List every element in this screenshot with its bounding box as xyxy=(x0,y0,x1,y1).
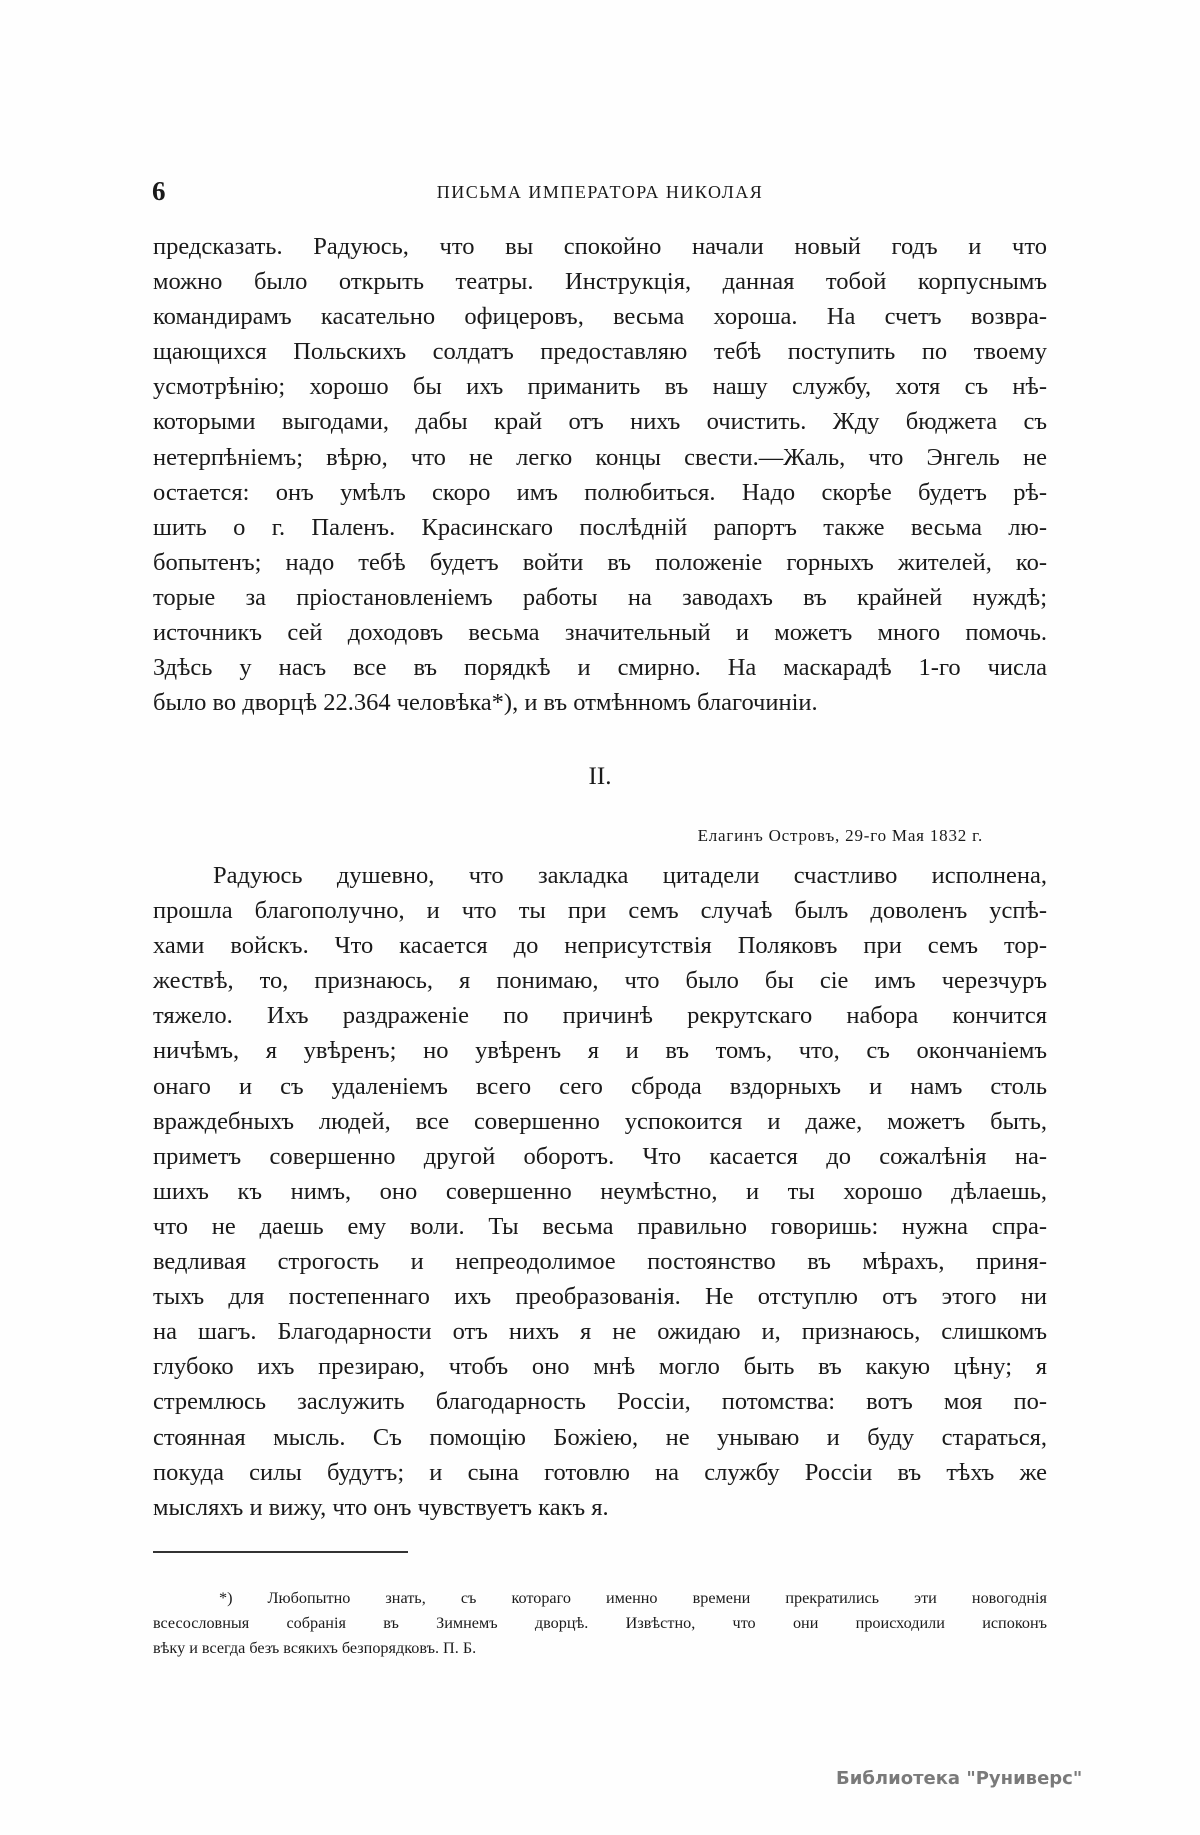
text-line: остается: онъ умѣлъ скоро имъ полюбиться. Надо скорѣе будетъ рѣ- xyxy=(153,478,1047,506)
letter-2-text xyxy=(153,858,1047,1525)
text-line: Радуюсь душевно, что закладка цитадели счастливо исполнена, xyxy=(213,862,1047,889)
text-line: глубоко ихъ презираю, чтобъ оно мнѣ могло быть въ какую цѣну; я xyxy=(153,1353,1047,1381)
section-number: II. xyxy=(588,763,612,790)
text-line: на шагъ. Благодарности отъ нихъ я не ожидаю и, признаюсь, слишкомъ xyxy=(153,1318,1047,1346)
text-line: предсказать. Радуюсь, что вы спокойно начали новый годъ и что xyxy=(153,233,1047,260)
text-line: стоянная мысль. Съ помощію Божіею, не унываю и буду стараться, xyxy=(153,1423,1047,1451)
text-line: бопытенъ; надо тебѣ будетъ войти въ положеніе горныхъ жителей, ко- xyxy=(153,548,1047,576)
text-line: усмотрѣнію; хорошо бы ихъ приманить въ нашу службу, хотя съ нѣ- xyxy=(153,373,1047,401)
text-line: онаго и съ удаленіемъ всего сего сброда вздорныхъ и намъ столь xyxy=(153,1072,1047,1100)
footnote-line: *) Любопытно знать, съ котораго именно времени прекратились эти новогоднія xyxy=(219,1589,1047,1607)
text-line: торые за пріостановленіемъ работы на заводахъ въ крайней нуждѣ; xyxy=(153,583,1047,611)
text-line: шить о г. Паленъ. Красинскаго послѣдній рапортъ также весьма лю- xyxy=(153,513,1047,541)
text-line: ведливая строгость и непреодолимое постоянство въ мѣрахъ, приня- xyxy=(153,1248,1047,1276)
text-line: источникъ сей доходовъ весьма значительный и можетъ много помочь. xyxy=(153,619,1047,647)
text-line: стремлюсь заслужить благодарность Россіи, потомства: вотъ моя по- xyxy=(153,1388,1047,1416)
footnote-line: вѣку и всегда безъ всякихъ безпорядковъ. П. Б. xyxy=(153,1639,477,1657)
letter-dateline: Елагинъ Островъ, 29-го Мая 1832 г. xyxy=(697,826,983,845)
text-line: жествѣ, то, признаюсь, я понимаю, что было бы сіе имъ черезчуръ xyxy=(153,967,1047,995)
text-line: можно было открыть театры. Инструкція, данная тобой корпуснымъ xyxy=(153,268,1047,296)
text-line: прошла благополучно, и что ты при семъ случаѣ былъ доволенъ успѣ- xyxy=(153,897,1047,925)
library-watermark: Библиотека "Руниверс" xyxy=(836,1768,1083,1789)
text-line: хами войскъ. Что касается до неприсутствія Поляковъ при семъ тор- xyxy=(153,932,1047,960)
page-number: 6 xyxy=(152,176,166,206)
text-line: Здѣсь у насъ все въ порядкѣ и смирно. На маскарадѣ 1-го числа xyxy=(153,654,1047,682)
text-line: тяжело. Ихъ раздраженіе по причинѣ рекрутскаго набора кончится xyxy=(153,1002,1047,1030)
text-line: враждебныхъ людей, все совершенно успокоится и даже, можетъ быть, xyxy=(153,1107,1047,1135)
footnote-line: всесословныя собранія въ Зимнемъ дворцѣ. Извѣстно, что они происходили испоконъ xyxy=(153,1614,1047,1632)
text-line: было во дворцѣ 22.364 человѣка*), и въ отмѣнномъ благочиніи. xyxy=(153,689,818,717)
text-line: которыми выгодами, дабы край отъ нихъ очистить. Жду бюджета съ xyxy=(153,408,1047,436)
text-line: тыхъ для постепеннаго ихъ преобразованія. Не отступлю отъ этого ни xyxy=(153,1283,1047,1311)
text-line: нетерпѣніемъ; вѣрю, что не легко концы свести.—Жаль, что Энгель не xyxy=(153,443,1047,471)
letter-continued-text xyxy=(153,229,1047,720)
text-line: приметъ совершенно другой оборотъ. Что касается до сожалѣнія на- xyxy=(153,1142,1047,1170)
text-line: покуда силы будутъ; и сына готовлю на службу Россіи въ тѣхъ же xyxy=(153,1458,1047,1486)
text-line: ничѣмъ, я увѣренъ; но увѣренъ я и въ томъ, что, съ окончаніемъ xyxy=(153,1037,1047,1065)
text-line: щающихся Польскихъ солдатъ предоставляю тебѣ поступить по твоему xyxy=(153,338,1047,366)
running-title: ПИСЬМА ИМПЕРАТОРА НИКОЛАЯ xyxy=(436,182,764,202)
text-line: командирамъ касательно офицеровъ, весьма хороша. На счетъ возвра- xyxy=(153,303,1047,331)
text-line: что не даешь ему воли. Ты весьма правильно говоришь: нужна спра- xyxy=(153,1212,1047,1240)
running-head xyxy=(152,176,1048,210)
text-line: шихъ къ нимъ, оно совершенно неумѣстно, и ты хорошо дѣлаешь, xyxy=(153,1177,1047,1205)
footnote-rule xyxy=(153,1551,408,1553)
text-line: мысляхъ и вижу, что онъ чувствуетъ какъ я. xyxy=(153,1493,609,1521)
footnote xyxy=(153,1586,1047,1661)
